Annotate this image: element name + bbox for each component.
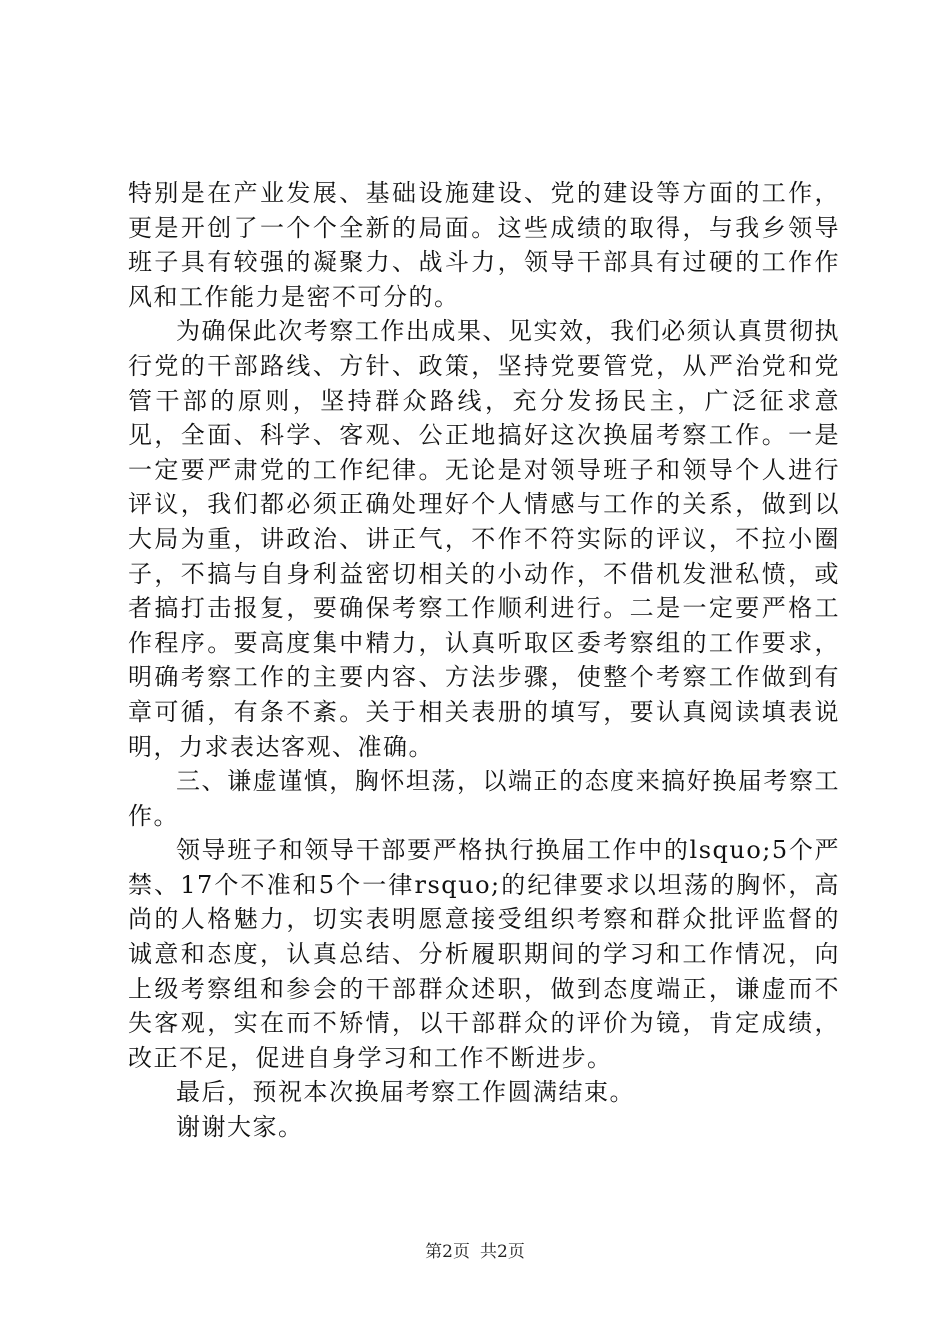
paragraph-6: 谢谢大家。 — [176, 1113, 304, 1142]
paragraph-2: 为确保此次考察工作出成果、见实效，我们必须认真贯彻执行党的干部路线、方针、政策，坚持党要管党，从严治党和党管干部的原则，坚持群众路线，充分发扬民主，广泛征求意见，全面、科学、客观、公正地搞好这次换届考察工作。一是一定要严肃党的工作纪律。无论是对领导班子和领导个人进行评议，我们都必须正确处理好个人情感与工作的关系，做到以大局为重，讲政治、讲正气，不作不符实际的评议，不拉小圈子，不搞与自身利益密切相关的小动作，不借机发泄私愤，或者搞打击报复，要确保考察工作顺利进行。二是一定要严格工作程序。要高度集中精力，认真听取区委考察组的工作要求，明确考察工作的主要内容、方法步骤，使整个考察工作做到有章可循，有条不紊。关于相关表册的填写，要认真阅读填表说明，力求表达客观、准确。 — [128, 317, 840, 761]
page-number-total: 共2页 — [480, 1242, 525, 1262]
paragraph-1: 特别是在产业发展、基础设施建设、党的建设等方面的工作，更是开创了一个个全新的局面。这些成绩的取得，与我乡领导班子具有较强的凝聚力、战斗力，领导干部具有过硬的工作作风和工作能力是密不可分的。 — [128, 179, 840, 311]
document-body — [128, 176, 840, 1145]
page-footer — [0, 1242, 950, 1262]
paragraph-4: 领导班子和领导干部要严格执行换届工作中的lsquo;5个严禁、17个不准和5个一律rsquo;的纪律要求以坦荡的胸怀，高尚的人格魅力，切实表明愿意接受组织考察和群众批评监督的诚意和态度，认真总结、分析履职期间的学习和工作情况，向上级考察组和参会的干部群众述职，做到态度端正，谦虚而不失客观，实在而不矫情，以干部群众的评价为镜，肯定成绩，改正不足，促进自身学习和工作不断进步。 — [128, 836, 840, 1072]
page-number-current: 第2页 — [425, 1242, 470, 1262]
paragraph-5: 最后，预祝本次换届考察工作圆满结束。 — [176, 1078, 635, 1107]
section-heading-3: 三、谦虚谨慎，胸怀坦荡，以端正的态度来搞好换届考察工作。 — [128, 767, 840, 830]
